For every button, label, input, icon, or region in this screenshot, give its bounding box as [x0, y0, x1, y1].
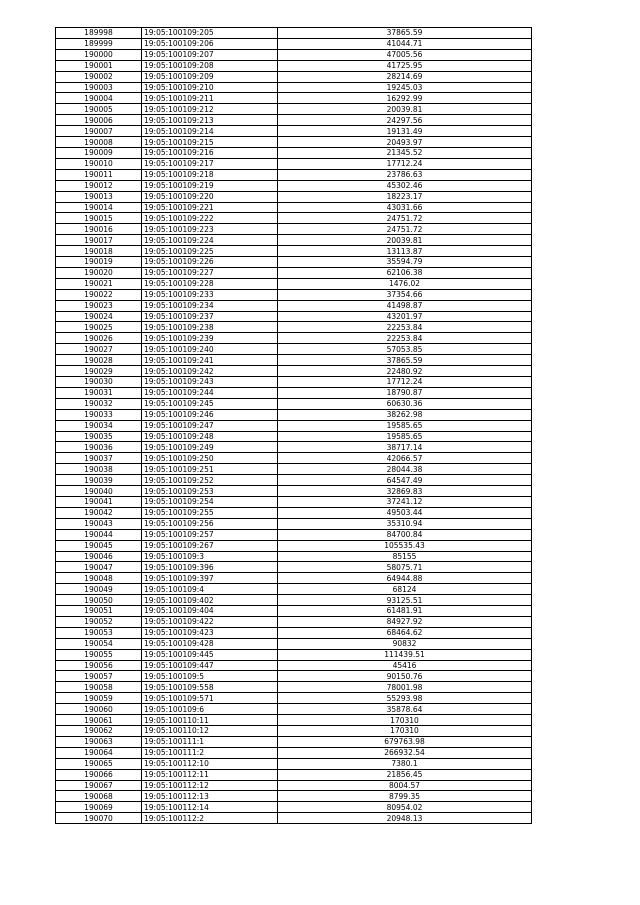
cadastral-number-cell: 19:05:100109:428: [142, 638, 278, 649]
cadastral-number-cell: 19:05:100109:244: [142, 387, 278, 398]
row-number-cell: 190046: [56, 551, 142, 562]
cadastral-number-cell: 19:05:100109:227: [142, 267, 278, 278]
cadastral-number-cell: 19:05:100109:247: [142, 420, 278, 431]
row-number-cell: 190059: [56, 693, 142, 704]
cadastral-number-cell: 19:05:100109:447: [142, 660, 278, 671]
table-row: [56, 311, 532, 322]
table-row: [56, 28, 532, 39]
table-row: [56, 496, 532, 507]
value-cell: 679763.98: [278, 736, 532, 747]
row-number-cell: 190014: [56, 202, 142, 213]
table-row: [56, 638, 532, 649]
value-cell: 90150.76: [278, 671, 532, 682]
cadastral-number-cell: 19:05:100109:241: [142, 355, 278, 366]
table-row: [56, 126, 532, 137]
row-number-cell: 190004: [56, 93, 142, 104]
value-cell: 57053.85: [278, 344, 532, 355]
value-cell: 22253.84: [278, 333, 532, 344]
value-cell: 38262.98: [278, 409, 532, 420]
table-row: [56, 115, 532, 126]
table-row: [56, 420, 532, 431]
cadastral-number-cell: 19:05:100109:245: [142, 398, 278, 409]
table-row: [56, 235, 532, 246]
row-number-cell: 190053: [56, 627, 142, 638]
table-row: [56, 616, 532, 627]
row-number-cell: 190068: [56, 791, 142, 802]
value-cell: 105535.43: [278, 540, 532, 551]
value-cell: 84927.92: [278, 616, 532, 627]
row-number-cell: 190035: [56, 431, 142, 442]
table-row: [56, 213, 532, 224]
cadastral-number-cell: 19:05:100109:238: [142, 322, 278, 333]
cadastral-number-cell: 19:05:100109:237: [142, 311, 278, 322]
table-row: [56, 540, 532, 551]
value-cell: 93125.51: [278, 595, 532, 606]
row-number-cell: 190065: [56, 758, 142, 769]
value-cell: 111439.51: [278, 649, 532, 660]
table-row: [56, 300, 532, 311]
table-body: [56, 28, 532, 824]
row-number-cell: 189999: [56, 38, 142, 49]
value-cell: 20039.81: [278, 235, 532, 246]
table-row: [56, 486, 532, 497]
row-number-cell: 190028: [56, 355, 142, 366]
row-number-cell: 190027: [56, 344, 142, 355]
table-row: [56, 398, 532, 409]
table-row: [56, 704, 532, 715]
table-row: [56, 584, 532, 595]
cadastral-number-cell: 19:05:100109:222: [142, 213, 278, 224]
value-cell: 45416: [278, 660, 532, 671]
cadastral-number-cell: 19:05:100109:267: [142, 540, 278, 551]
cadastral-number-cell: 19:05:100109:243: [142, 377, 278, 388]
cadastral-number-cell: 19:05:100109:255: [142, 507, 278, 518]
cadastral-number-cell: 19:05:100109:396: [142, 562, 278, 573]
table-row: [56, 93, 532, 104]
value-cell: 23786.63: [278, 169, 532, 180]
table-row: [56, 202, 532, 213]
value-cell: 19131.49: [278, 126, 532, 137]
table-row: [56, 344, 532, 355]
cadastral-number-cell: 19:05:100109:402: [142, 595, 278, 606]
cadastral-number-cell: 19:05:100109:239: [142, 333, 278, 344]
cadastral-number-cell: 19:05:100109:228: [142, 278, 278, 289]
row-number-cell: 190007: [56, 126, 142, 137]
cadastral-number-cell: 19:05:100109:214: [142, 126, 278, 137]
cadastral-number-cell: 19:05:100109:226: [142, 257, 278, 268]
value-cell: 41725.95: [278, 60, 532, 71]
cadastral-number-cell: 19:05:100109:234: [142, 300, 278, 311]
row-number-cell: 190033: [56, 409, 142, 420]
value-cell: 38717.14: [278, 442, 532, 453]
table-row: [56, 38, 532, 49]
value-cell: 45302.46: [278, 180, 532, 191]
value-cell: 16292.99: [278, 93, 532, 104]
cadastral-number-cell: 19:05:100109:558: [142, 682, 278, 693]
cadastral-number-cell: 19:05:100109:216: [142, 147, 278, 158]
value-cell: 170310: [278, 726, 532, 737]
row-number-cell: 190006: [56, 115, 142, 126]
table-row: [56, 660, 532, 671]
table-row: [56, 278, 532, 289]
value-cell: 37865.59: [278, 355, 532, 366]
row-number-cell: 190026: [56, 333, 142, 344]
value-cell: 17712.24: [278, 158, 532, 169]
cadastral-number-cell: 19:05:100109:251: [142, 464, 278, 475]
value-cell: 20948.13: [278, 813, 532, 824]
table-row: [56, 726, 532, 737]
table-row: [56, 573, 532, 584]
table-row: [56, 813, 532, 824]
row-number-cell: 190024: [56, 311, 142, 322]
cadastral-number-cell: 19:05:100109:250: [142, 453, 278, 464]
row-number-cell: 190025: [56, 322, 142, 333]
cadastral-number-cell: 19:05:100109:224: [142, 235, 278, 246]
row-number-cell: 190020: [56, 267, 142, 278]
cadastral-number-cell: 19:05:100111:2: [142, 747, 278, 758]
table-row: [56, 180, 532, 191]
cadastral-number-cell: 19:05:100109:256: [142, 518, 278, 529]
table-row: [56, 529, 532, 540]
value-cell: 49503.44: [278, 507, 532, 518]
value-cell: 20493.97: [278, 137, 532, 148]
value-cell: 43201.97: [278, 311, 532, 322]
value-cell: 24751.72: [278, 224, 532, 235]
cadastral-number-cell: 19:05:100109:206: [142, 38, 278, 49]
row-number-cell: 190058: [56, 682, 142, 693]
row-number-cell: 190032: [56, 398, 142, 409]
value-cell: 85155: [278, 551, 532, 562]
table-row: [56, 431, 532, 442]
value-cell: 37865.59: [278, 28, 532, 39]
table-row: [56, 409, 532, 420]
cadastral-number-cell: 19:05:100109:217: [142, 158, 278, 169]
value-cell: 41498.87: [278, 300, 532, 311]
table-row: [56, 322, 532, 333]
cadastral-number-cell: 19:05:100109:253: [142, 486, 278, 497]
cadastral-number-cell: 19:05:100109:205: [142, 28, 278, 39]
row-number-cell: 190036: [56, 442, 142, 453]
cadastral-number-cell: 19:05:100109:257: [142, 529, 278, 540]
cadastral-number-cell: 19:05:100109:6: [142, 704, 278, 715]
row-number-cell: 190043: [56, 518, 142, 529]
cadastral-number-cell: 19:05:100112:13: [142, 791, 278, 802]
row-number-cell: 190044: [56, 529, 142, 540]
row-number-cell: 190018: [56, 246, 142, 257]
cadastral-number-cell: 19:05:100109:422: [142, 616, 278, 627]
cadastral-number-cell: 19:05:100109:404: [142, 606, 278, 617]
table-row: [56, 682, 532, 693]
row-number-cell: 190054: [56, 638, 142, 649]
value-cell: 266932.54: [278, 747, 532, 758]
value-cell: 24297.56: [278, 115, 532, 126]
value-cell: 84700.84: [278, 529, 532, 540]
row-number-cell: 190063: [56, 736, 142, 747]
value-cell: 37354.66: [278, 289, 532, 300]
table-row: [56, 518, 532, 529]
cadastral-number-cell: 19:05:100109:225: [142, 246, 278, 257]
row-number-cell: 190011: [56, 169, 142, 180]
table-row: [56, 333, 532, 344]
row-number-cell: 190060: [56, 704, 142, 715]
cadastral-number-cell: 19:05:100109:215: [142, 137, 278, 148]
table-row: [56, 562, 532, 573]
value-cell: 17712.24: [278, 377, 532, 388]
value-cell: 58075.71: [278, 562, 532, 573]
value-cell: 64547.49: [278, 475, 532, 486]
row-number-cell: 190031: [56, 387, 142, 398]
value-cell: 47005.56: [278, 49, 532, 60]
row-number-cell: 189998: [56, 28, 142, 39]
cadastral-number-cell: 19:05:100109:246: [142, 409, 278, 420]
value-cell: 61481.91: [278, 606, 532, 617]
cadastral-number-cell: 19:05:100109:207: [142, 49, 278, 60]
cadastral-number-cell: 19:05:100109:208: [142, 60, 278, 71]
table-row: [56, 169, 532, 180]
cadastral-number-cell: 19:05:100112:11: [142, 769, 278, 780]
cadastral-number-cell: 19:05:100109:219: [142, 180, 278, 191]
value-cell: 35878.64: [278, 704, 532, 715]
cadastral-number-cell: 19:05:100109:3: [142, 551, 278, 562]
table-row: [56, 137, 532, 148]
value-cell: 41044.71: [278, 38, 532, 49]
row-number-cell: 190045: [56, 540, 142, 551]
row-number-cell: 190038: [56, 464, 142, 475]
value-cell: 28044.38: [278, 464, 532, 475]
row-number-cell: 190064: [56, 747, 142, 758]
cadastral-number-cell: 19:05:100109:212: [142, 104, 278, 115]
cadastral-number-cell: 19:05:100109:220: [142, 191, 278, 202]
table-row: [56, 791, 532, 802]
value-cell: 24751.72: [278, 213, 532, 224]
table-row: [56, 191, 532, 202]
value-cell: 80954.02: [278, 802, 532, 813]
table-row: [56, 104, 532, 115]
value-cell: 90832: [278, 638, 532, 649]
table-row: [56, 71, 532, 82]
value-cell: 8004.57: [278, 780, 532, 791]
table-row: [56, 366, 532, 377]
table-row: [56, 627, 532, 638]
row-number-cell: 190015: [56, 213, 142, 224]
row-number-cell: 190050: [56, 595, 142, 606]
row-number-cell: 190039: [56, 475, 142, 486]
cadastral-number-cell: 19:05:100109:423: [142, 627, 278, 638]
value-cell: 21345.52: [278, 147, 532, 158]
cadastral-number-cell: 19:05:100109:223: [142, 224, 278, 235]
table-row: [56, 158, 532, 169]
cadastral-number-cell: 19:05:100109:218: [142, 169, 278, 180]
table-row: [56, 464, 532, 475]
table-row: [56, 758, 532, 769]
value-cell: 13113.87: [278, 246, 532, 257]
value-cell: 18790.87: [278, 387, 532, 398]
value-cell: 19585.65: [278, 431, 532, 442]
row-number-cell: 190037: [56, 453, 142, 464]
table-row: [56, 257, 532, 268]
row-number-cell: 190056: [56, 660, 142, 671]
cadastral-number-cell: 19:05:100109:240: [142, 344, 278, 355]
cadastral-number-cell: 19:05:100109:211: [142, 93, 278, 104]
row-number-cell: 190030: [56, 377, 142, 388]
value-cell: 43031.66: [278, 202, 532, 213]
cadastral-number-cell: 19:05:100109:249: [142, 442, 278, 453]
row-number-cell: 190066: [56, 769, 142, 780]
table-row: [56, 769, 532, 780]
value-cell: 18223.17: [278, 191, 532, 202]
row-number-cell: 190062: [56, 726, 142, 737]
row-number-cell: 190057: [56, 671, 142, 682]
table-row: [56, 780, 532, 791]
table-row: [56, 246, 532, 257]
table-row: [56, 289, 532, 300]
value-cell: 21856.45: [278, 769, 532, 780]
value-cell: 35594.79: [278, 257, 532, 268]
row-number-cell: 190061: [56, 715, 142, 726]
value-cell: 28214.69: [278, 71, 532, 82]
cadastral-number-cell: 19:05:100112:2: [142, 813, 278, 824]
cadastral-number-cell: 19:05:100109:242: [142, 366, 278, 377]
value-cell: 19245.03: [278, 82, 532, 93]
row-number-cell: 190000: [56, 49, 142, 60]
row-number-cell: 190040: [56, 486, 142, 497]
row-number-cell: 190070: [56, 813, 142, 824]
value-cell: 32869.83: [278, 486, 532, 497]
row-number-cell: 190001: [56, 60, 142, 71]
value-cell: 1476.02: [278, 278, 532, 289]
cadastral-number-cell: 19:05:100109:252: [142, 475, 278, 486]
row-number-cell: 190052: [56, 616, 142, 627]
table-row: [56, 387, 532, 398]
row-number-cell: 190034: [56, 420, 142, 431]
table-row: [56, 453, 532, 464]
row-number-cell: 190003: [56, 82, 142, 93]
row-number-cell: 190013: [56, 191, 142, 202]
cadastral-number-cell: 19:05:100110:12: [142, 726, 278, 737]
row-number-cell: 190021: [56, 278, 142, 289]
cadastral-number-cell: 19:05:100109:210: [142, 82, 278, 93]
table-row: [56, 595, 532, 606]
cadastral-number-cell: 19:05:100112:14: [142, 802, 278, 813]
table-row: [56, 551, 532, 562]
cadastral-number-cell: 19:05:100111:1: [142, 736, 278, 747]
value-cell: 60630.36: [278, 398, 532, 409]
table-row: [56, 671, 532, 682]
row-number-cell: 190048: [56, 573, 142, 584]
cadastral-number-cell: 19:05:100112:12: [142, 780, 278, 791]
row-number-cell: 190008: [56, 137, 142, 148]
cadastral-number-cell: 19:05:100109:233: [142, 289, 278, 300]
row-number-cell: 190067: [56, 780, 142, 791]
value-cell: 170310: [278, 715, 532, 726]
table-row: [56, 715, 532, 726]
row-number-cell: 190019: [56, 257, 142, 268]
table-row: [56, 147, 532, 158]
value-cell: 7380.1: [278, 758, 532, 769]
cadastral-number-cell: 19:05:100109:213: [142, 115, 278, 126]
row-number-cell: 190029: [56, 366, 142, 377]
value-cell: 22253.84: [278, 322, 532, 333]
row-number-cell: 190022: [56, 289, 142, 300]
table-row: [56, 802, 532, 813]
cadastral-number-cell: 19:05:100109:5: [142, 671, 278, 682]
value-cell: 20039.81: [278, 104, 532, 115]
value-cell: 42066.57: [278, 453, 532, 464]
table-row: [56, 736, 532, 747]
cadastral-number-cell: 19:05:100109:254: [142, 496, 278, 507]
row-number-cell: 190016: [56, 224, 142, 235]
cadastral-number-cell: 19:05:100109:209: [142, 71, 278, 82]
table-row: [56, 475, 532, 486]
table-row: [56, 355, 532, 366]
value-cell: 68124: [278, 584, 532, 595]
table-row: [56, 507, 532, 518]
table-row: [56, 224, 532, 235]
cadastral-number-cell: 19:05:100109:571: [142, 693, 278, 704]
table-row: [56, 747, 532, 758]
table-row: [56, 606, 532, 617]
table-row: [56, 267, 532, 278]
row-number-cell: 190049: [56, 584, 142, 595]
row-number-cell: 190023: [56, 300, 142, 311]
value-cell: 22480.92: [278, 366, 532, 377]
row-number-cell: 190017: [56, 235, 142, 246]
row-number-cell: 190041: [56, 496, 142, 507]
table-row: [56, 49, 532, 60]
cadastral-number-cell: 19:05:100109:445: [142, 649, 278, 660]
value-cell: 8799.35: [278, 791, 532, 802]
value-cell: 35310.94: [278, 518, 532, 529]
value-cell: 68464.62: [278, 627, 532, 638]
table-row: [56, 60, 532, 71]
value-cell: 64944.88: [278, 573, 532, 584]
value-cell: 62106.38: [278, 267, 532, 278]
cadastral-number-cell: 19:05:100110:11: [142, 715, 278, 726]
cadastral-number-cell: 19:05:100109:221: [142, 202, 278, 213]
row-number-cell: 190051: [56, 606, 142, 617]
cadastral-number-cell: 19:05:100112:10: [142, 758, 278, 769]
table-row: [56, 442, 532, 453]
row-number-cell: 190055: [56, 649, 142, 660]
row-number-cell: 190012: [56, 180, 142, 191]
row-number-cell: 190005: [56, 104, 142, 115]
row-number-cell: 190009: [56, 147, 142, 158]
cadastral-number-cell: 19:05:100109:397: [142, 573, 278, 584]
cadastral-value-table: [55, 27, 532, 824]
table-row: [56, 82, 532, 93]
value-cell: 37241.12: [278, 496, 532, 507]
row-number-cell: 190002: [56, 71, 142, 82]
row-number-cell: 190047: [56, 562, 142, 573]
value-cell: 78001.98: [278, 682, 532, 693]
table-row: [56, 377, 532, 388]
value-cell: 19585.65: [278, 420, 532, 431]
row-number-cell: 190069: [56, 802, 142, 813]
row-number-cell: 190010: [56, 158, 142, 169]
cadastral-number-cell: 19:05:100109:248: [142, 431, 278, 442]
value-cell: 55293.98: [278, 693, 532, 704]
table-row: [56, 649, 532, 660]
cadastral-number-cell: 19:05:100109:4: [142, 584, 278, 595]
row-number-cell: 190042: [56, 507, 142, 518]
table-row: [56, 693, 532, 704]
